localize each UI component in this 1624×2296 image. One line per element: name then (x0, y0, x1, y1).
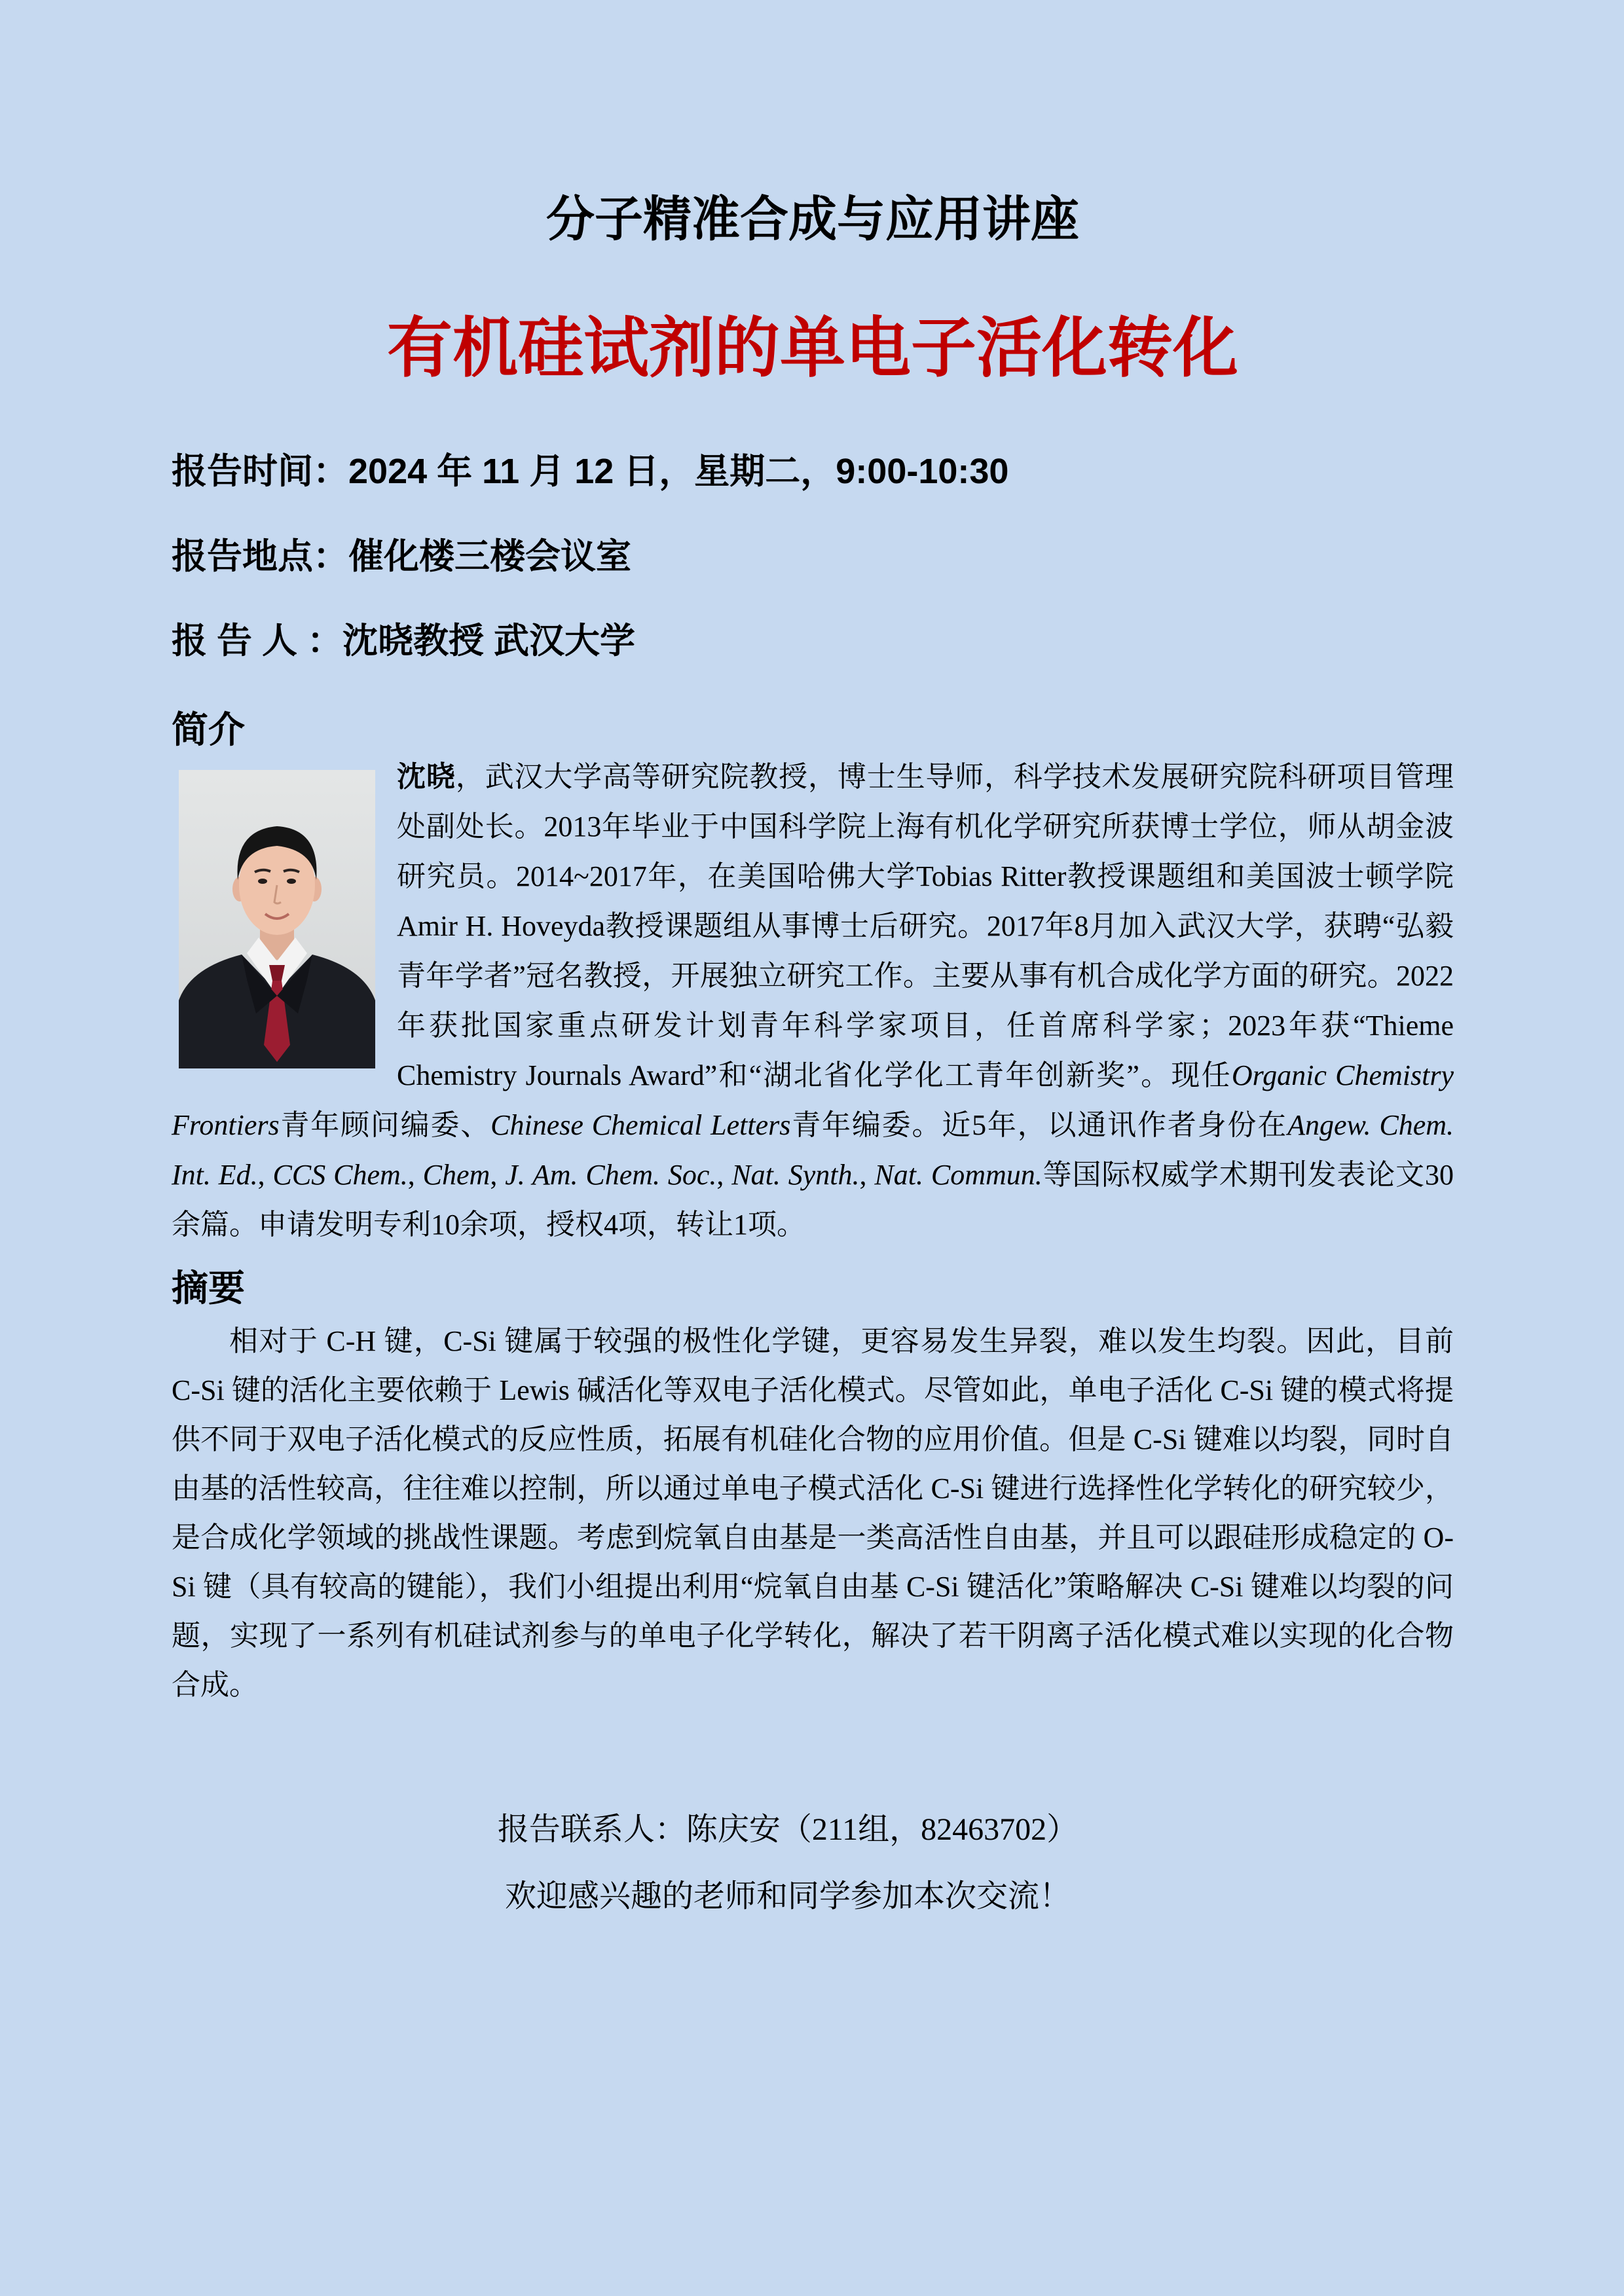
bio-text: ，武汉大学高等研究院教授，博士生导师，科学技术发展研究院科研项目管理处副处长。2013年毕业于中国科学院上海有机化学研究所获博士学位，师从胡金波研究员。2014~2017年，在美国哈佛大学Tobias Ritter教授课题组和美国波士顿学院Amir H. Hoveyda教授课题组从事博士后研究。2017年8月加入武汉大学，获聘“弘毅青年学者”冠名教授，开展独立研究工作。主要从事有机合成化学方面的研究。2022年获批国家重点研发计划青年科学家项目，任首席科学家；2023年获“Thieme Chemistry Journals Award”和“湖北省化学化工青年创新奖”。现任 (397, 761, 1454, 1091)
report-place (172, 534, 1454, 579)
journal-name: Chem (422, 1159, 490, 1191)
bio-separator: , (407, 1159, 423, 1191)
speaker-name: 沈晓 (397, 761, 456, 793)
report-speaker-value: 沈晓教授 武汉大学 (342, 621, 636, 661)
report-speaker (172, 618, 1454, 664)
left-eye (258, 879, 267, 884)
contact-person: 报告联系人：陈庆安（211组，82463702） (497, 1812, 1079, 1847)
bio-separator: , (257, 1159, 273, 1191)
bio-separator: , (490, 1159, 506, 1191)
report-time-label: 报告时间： (172, 452, 348, 491)
report-place-value: 催化楼三楼会议室 (348, 537, 631, 576)
series-title: 分子精准合成与应用讲座 (546, 192, 1079, 246)
bio-separator: , (859, 1159, 875, 1191)
speaker-photo (179, 770, 375, 1068)
abstract-heading: 摘要 (172, 1267, 245, 1309)
journal-name: Angew. Chem. Int. Ed. (172, 1109, 1454, 1191)
poster-content (172, 0, 1454, 1918)
abstract-text: 相对于 C-H 键，C-Si 键属于较强的极性化学键，更容易发生异裂，难以发生均裂。因此，目前 C-Si 键的活化主要依赖于 Lewis 碱活化等双电子活化模式。尽管如此，单电子活化 C-Si 键的模式将提供不同于双电子活化模式的反应性质，拓展有机硅化合物的应用价值。但是 C-Si 键难以均裂，同时自由基的活性较高，往往难以控制，所以通过单电子模式活化 C-Si 键进行选择性化学转化的研究较少，是合成化学领域的挑战性课题。考虑到烷氧自由基是一类高活性自由基，并且可以跟硅形成稳定的 O-Si 键（具有较高的键能），我们小组提出利用“烷氧自由基 C-Si 键活化”策略解决 C-Si 键难以均裂的问题，实现了一系列有机硅试剂参与的单电子化学转化，解决了若干阴离子活化模式难以实现的化合物合成。 (172, 1325, 1454, 1701)
right-eye (287, 879, 296, 884)
report-time-value: 2024 年 11 月 12 日，星期二，9:00-10:30 (348, 452, 1009, 491)
lecture-title: 有机硅试剂的单电子活化转化 (387, 312, 1238, 385)
report-speaker-label: 报 告 人 ： (172, 621, 343, 661)
journal-name: Organic Chemistry Frontiers (172, 1059, 1454, 1141)
journal-name: Nat. Commun. (874, 1159, 1043, 1191)
speaker-portrait (179, 770, 375, 1068)
intro-bio (172, 752, 1454, 1250)
journal-name: Chinese Chemical Letters (490, 1109, 791, 1141)
report-place-label: 报告地点： (172, 537, 348, 576)
journal-name: Nat. Synth. (731, 1159, 860, 1191)
report-time (172, 448, 1454, 494)
bio-text: 等国际权威学术期刊发表论文30余篇。申请发明专利10余项，授权4项，转让1项。 (172, 1159, 1454, 1241)
journal-name: J. Am. Chem. Soc. (505, 1159, 717, 1191)
bio-text: 青年编委。近5年，以通讯作者身份在 (790, 1109, 1288, 1141)
intro-heading: 简介 (172, 709, 245, 750)
bio-separator: , (716, 1159, 732, 1191)
bio-text: 青年顾问编委、 (279, 1109, 491, 1141)
welcome-message: 欢迎感兴趣的老师和同学参加本次交流！ (504, 1879, 1071, 1914)
journal-name: CCS Chem. (272, 1159, 408, 1191)
